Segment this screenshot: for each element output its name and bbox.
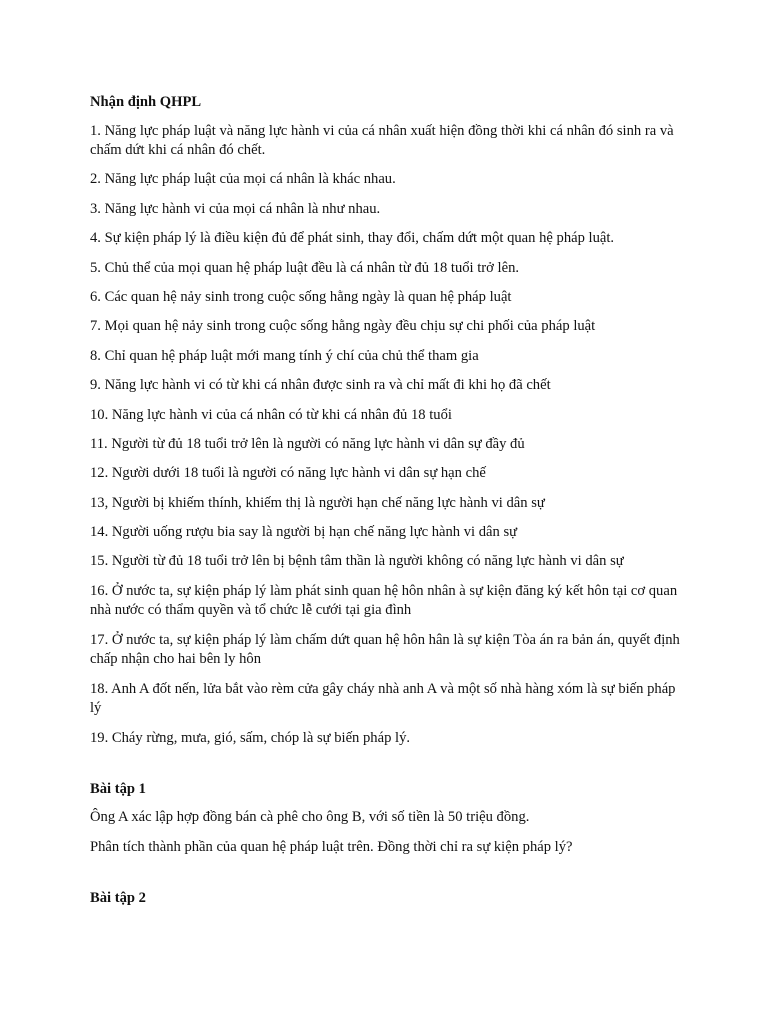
statement-item: 18. Anh A đốt nến, lửa bắt vào rèm cửa gây cháy nhà anh A và một số nhà hàng xóm là sự biến pháp lý	[90, 680, 676, 717]
document-page	[90, 93, 690, 918]
exercise-1-line: Ông A xác lập hợp đồng bán cà phê cho ông B, với số tiền là 50 triệu đồng.	[90, 809, 530, 826]
statement-item: 11. Người từ đủ 18 tuổi trở lên là người có năng lực hành vi dân sự đầy đủ	[90, 435, 525, 452]
document-title: Nhận định QHPL	[90, 94, 202, 110]
statement-item: 12. Người dưới 18 tuổi là người có năng lực hành vi dân sự hạn chế	[90, 465, 486, 482]
exercise-1-title: Bài tập 1	[90, 780, 146, 797]
section-spacer	[90, 867, 690, 889]
statement-item: 15. Người từ đủ 18 tuổi trở lên bị bệnh tâm thần là người không có năng lực hành vi dân sự	[90, 553, 624, 570]
statement-item: 3. Năng lực hành vi của mọi cá nhân là như nhau.	[90, 200, 381, 217]
statement-item: 19. Cháy rừng, mưa, gió, sấm, chóp là sự biến pháp lý.	[90, 729, 411, 746]
section-spacer	[90, 758, 690, 780]
statement-list	[90, 122, 690, 749]
statement-item: 5. Chủ thể của mọi quan hệ pháp luật đều là cá nhân từ đủ 18 tuổi trở lên.	[90, 259, 520, 276]
exercise-1-section	[90, 780, 690, 857]
statement-item: 4. Sự kiện pháp lý là điều kiện đủ để phát sinh, thay đổi, chấm dứt một quan hệ pháp luật.	[90, 230, 615, 247]
exercise-1-line: Phân tích thành phần của quan hệ pháp luật trên. Đồng thời chỉ ra sự kiện pháp lý?	[90, 838, 573, 855]
statement-item: 10. Năng lực hành vi của cá nhân có từ khi cá nhân đủ 18 tuổi	[90, 406, 452, 423]
statement-item: 8. Chỉ quan hệ pháp luật mới mang tính ý chí của chủ thể tham gia	[90, 347, 479, 364]
statement-item: 9. Năng lực hành vi có từ khi cá nhân được sinh ra và chỉ mất đi khi họ đã chết	[90, 377, 551, 394]
statement-item: 2. Năng lực pháp luật của mọi cá nhân là khác nhau.	[90, 171, 396, 188]
statement-item: 1. Năng lực pháp luật và năng lực hành vi của cá nhân xuất hiện đồng thời khi cá nhân đó sinh ra và chấm dứt khi cá nhân đó chết.	[90, 122, 674, 158]
statement-item: 14. Người uống rượu bia say là người bị hạn chế năng lực hành vi dân sự	[90, 524, 518, 541]
exercise-2-section	[90, 889, 690, 909]
statement-item: 17. Ở nước ta, sự kiện pháp lý làm chấm dứt quan hệ hôn hân là sự kiện Tòa án ra bản án, quyết định chấp nhận cho hai bên ly hôn	[90, 631, 680, 668]
statement-item: 7. Mọi quan hệ nảy sinh trong cuộc sống hằng ngày đều chịu sự chi phối của pháp luật	[90, 318, 596, 335]
exercise-2-title: Bài tập 2	[90, 890, 146, 907]
statement-item: 6. Các quan hệ nảy sinh trong cuộc sống hằng ngày là quan hệ pháp luật	[90, 288, 512, 305]
statement-item: 13, Người bị khiếm thính, khiếm thị là người hạn chế năng lực hành vi dân sự	[90, 494, 545, 511]
statement-item: 16. Ở nước ta, sự kiện pháp lý làm phát sinh quan hệ hôn nhân à sự kiện đăng ký kết hôn tại cơ quan nhà nước có thẩm quyền và tổ chức lễ cưới tại gia đình	[90, 582, 678, 619]
